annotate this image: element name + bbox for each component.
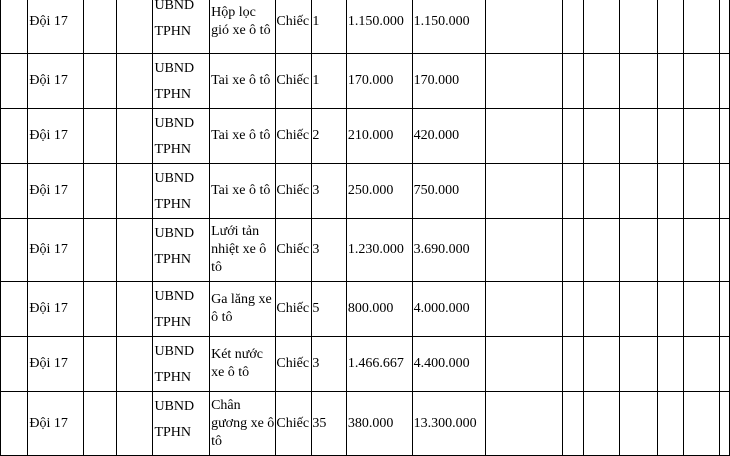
empty-cell xyxy=(620,164,657,219)
total-cell: 420.000 xyxy=(412,109,486,164)
empty-cell xyxy=(117,54,153,109)
empty-cell xyxy=(657,0,683,54)
table-row xyxy=(1,392,730,456)
agency-cell xyxy=(153,337,210,392)
agency-cell xyxy=(153,392,210,456)
empty-cell xyxy=(486,54,562,109)
empty-cell xyxy=(657,337,683,392)
empty-cell xyxy=(562,337,584,392)
item-name-cell: Chân gương xe ô tô xyxy=(210,392,276,456)
unit-price-cell: 380.000 xyxy=(346,392,412,456)
item-name-cell: Tai xe ô tô xyxy=(210,109,276,164)
table-row xyxy=(1,109,730,164)
empty-cell xyxy=(84,219,117,282)
empty-cell xyxy=(84,0,117,54)
index-cell xyxy=(1,219,28,282)
empty-cell xyxy=(584,109,620,164)
empty-cell xyxy=(584,337,620,392)
empty-cell xyxy=(562,164,584,219)
empty-cell xyxy=(720,54,730,109)
agency-cell xyxy=(153,219,210,282)
empty-cell xyxy=(657,109,683,164)
empty-cell xyxy=(657,282,683,337)
agency-line: TPHN xyxy=(154,315,191,330)
empty-cell xyxy=(683,392,719,456)
quantity-cell: 3 xyxy=(312,164,347,219)
quantity-cell: 5 xyxy=(312,282,347,337)
unit-price-cell: 250.000 xyxy=(346,164,412,219)
agency-cell xyxy=(153,109,210,164)
agency-line: UBND xyxy=(154,61,195,76)
empty-cell xyxy=(562,0,584,54)
index-cell xyxy=(1,392,28,456)
quantity-cell: 2 xyxy=(312,109,347,164)
empty-cell xyxy=(620,54,657,109)
empty-cell xyxy=(562,109,584,164)
index-cell xyxy=(1,0,28,54)
unit-cell: Chiếc xyxy=(276,282,312,337)
empty-cell xyxy=(486,109,562,164)
item-name-cell: Lưới tản nhiệt xe ô tô xyxy=(210,219,276,282)
empty-cell xyxy=(620,219,657,282)
unit-cell: Chiếc xyxy=(276,109,312,164)
table-row xyxy=(1,164,730,219)
agency-line: TPHN xyxy=(154,370,191,385)
agency-line: TPHN xyxy=(154,197,191,212)
empty-cell xyxy=(117,282,153,337)
empty-cell xyxy=(486,392,562,456)
agency-line: TPHN xyxy=(154,425,191,440)
team-cell: Đội 17 xyxy=(28,109,84,164)
empty-cell xyxy=(620,109,657,164)
empty-cell xyxy=(683,109,719,164)
table-row xyxy=(1,54,730,109)
agency-line: UBND xyxy=(154,344,195,359)
empty-cell xyxy=(720,392,730,456)
unit-cell: Chiếc xyxy=(276,54,312,109)
table-body xyxy=(1,0,730,456)
agency-cell xyxy=(153,54,210,109)
empty-cell xyxy=(84,54,117,109)
unit-cell: Chiếc xyxy=(276,0,312,54)
empty-cell xyxy=(117,0,153,54)
unit-price-cell: 170.000 xyxy=(346,54,412,109)
empty-cell xyxy=(720,219,730,282)
empty-cell xyxy=(117,219,153,282)
item-name-cell: Ga lăng xe ô tô xyxy=(210,282,276,337)
item-name-cell: Tai xe ô tô xyxy=(210,164,276,219)
unit-price-cell: 1.466.667 xyxy=(346,337,412,392)
empty-cell xyxy=(584,219,620,282)
empty-cell xyxy=(584,282,620,337)
empty-cell xyxy=(584,0,620,54)
quantity-cell: 3 xyxy=(312,219,347,282)
empty-cell xyxy=(486,164,562,219)
total-cell: 170.000 xyxy=(412,54,486,109)
total-cell: 4.400.000 xyxy=(412,337,486,392)
empty-cell xyxy=(562,392,584,456)
quantity-cell: 1 xyxy=(312,0,347,54)
unit-price-cell: 800.000 xyxy=(346,282,412,337)
empty-cell xyxy=(683,337,719,392)
team-cell: Đội 17 xyxy=(28,164,84,219)
empty-cell xyxy=(84,282,117,337)
agency-line: UBND xyxy=(154,289,195,304)
quantity-cell: 3 xyxy=(312,337,347,392)
table-row xyxy=(1,0,730,54)
empty-cell xyxy=(562,219,584,282)
empty-cell xyxy=(117,337,153,392)
total-cell: 4.000.000 xyxy=(412,282,486,337)
agency-line: UBND xyxy=(154,0,195,13)
item-name-cell: Hộp lọc gió xe ô tô xyxy=(210,0,276,54)
unit-price-cell: 1.150.000 xyxy=(346,0,412,54)
empty-cell xyxy=(657,54,683,109)
total-cell: 750.000 xyxy=(412,164,486,219)
agency-line: TPHN xyxy=(154,87,191,102)
unit-cell: Chiếc xyxy=(276,164,312,219)
empty-cell xyxy=(683,282,719,337)
unit-cell: Chiếc xyxy=(276,337,312,392)
agency-line: UBND xyxy=(154,226,195,241)
empty-cell xyxy=(657,219,683,282)
index-cell xyxy=(1,54,28,109)
item-name-cell: Két nước xe ô tô xyxy=(210,337,276,392)
empty-cell xyxy=(720,337,730,392)
team-cell: Đội 17 xyxy=(28,392,84,456)
agency-line: UBND xyxy=(154,399,195,414)
empty-cell xyxy=(657,392,683,456)
agency-line: TPHN xyxy=(154,142,191,157)
unit-price-cell: 1.230.000 xyxy=(346,219,412,282)
team-cell: Đội 17 xyxy=(28,282,84,337)
table-row xyxy=(1,219,730,282)
team-cell: Đội 17 xyxy=(28,0,84,54)
empty-cell xyxy=(562,54,584,109)
empty-cell xyxy=(486,282,562,337)
empty-cell xyxy=(84,109,117,164)
empty-cell xyxy=(562,282,584,337)
empty-cell xyxy=(683,0,719,54)
empty-cell xyxy=(117,392,153,456)
empty-cell xyxy=(720,0,730,54)
empty-cell xyxy=(584,164,620,219)
unit-cell: Chiếc xyxy=(276,392,312,456)
quantity-cell: 35 xyxy=(312,392,347,456)
empty-cell xyxy=(620,392,657,456)
empty-cell xyxy=(720,109,730,164)
table-row xyxy=(1,337,730,392)
empty-cell xyxy=(620,282,657,337)
agency-line: UBND xyxy=(154,116,195,131)
empty-cell xyxy=(84,392,117,456)
empty-cell xyxy=(84,164,117,219)
empty-cell xyxy=(683,164,719,219)
empty-cell xyxy=(657,164,683,219)
index-cell xyxy=(1,164,28,219)
total-cell: 13.300.000 xyxy=(412,392,486,456)
team-cell: Đội 17 xyxy=(28,54,84,109)
index-cell xyxy=(1,337,28,392)
empty-cell xyxy=(683,219,719,282)
team-cell: Đội 17 xyxy=(28,219,84,282)
total-cell: 1.150.000 xyxy=(412,0,486,54)
agency-line: UBND xyxy=(154,171,195,186)
empty-cell xyxy=(584,54,620,109)
agency-cell xyxy=(153,282,210,337)
empty-cell xyxy=(117,109,153,164)
total-cell: 3.690.000 xyxy=(412,219,486,282)
item-name-cell: Tai xe ô tô xyxy=(210,54,276,109)
index-cell xyxy=(1,282,28,337)
empty-cell xyxy=(84,337,117,392)
agency-line: TPHN xyxy=(154,24,191,39)
empty-cell xyxy=(720,282,730,337)
empty-cell xyxy=(117,164,153,219)
agency-cell xyxy=(153,164,210,219)
empty-cell xyxy=(486,0,562,54)
empty-cell xyxy=(683,54,719,109)
team-cell: Đội 17 xyxy=(28,337,84,392)
unit-price-cell: 210.000 xyxy=(346,109,412,164)
empty-cell xyxy=(486,337,562,392)
empty-cell xyxy=(620,0,657,54)
unit-cell: Chiếc xyxy=(276,219,312,282)
agency-line: TPHN xyxy=(154,252,191,267)
table-row xyxy=(1,282,730,337)
empty-cell xyxy=(584,392,620,456)
index-cell xyxy=(1,109,28,164)
agency-cell xyxy=(153,0,210,54)
empty-cell xyxy=(720,164,730,219)
empty-cell xyxy=(620,337,657,392)
empty-cell xyxy=(486,219,562,282)
quantity-cell: 1 xyxy=(312,54,347,109)
